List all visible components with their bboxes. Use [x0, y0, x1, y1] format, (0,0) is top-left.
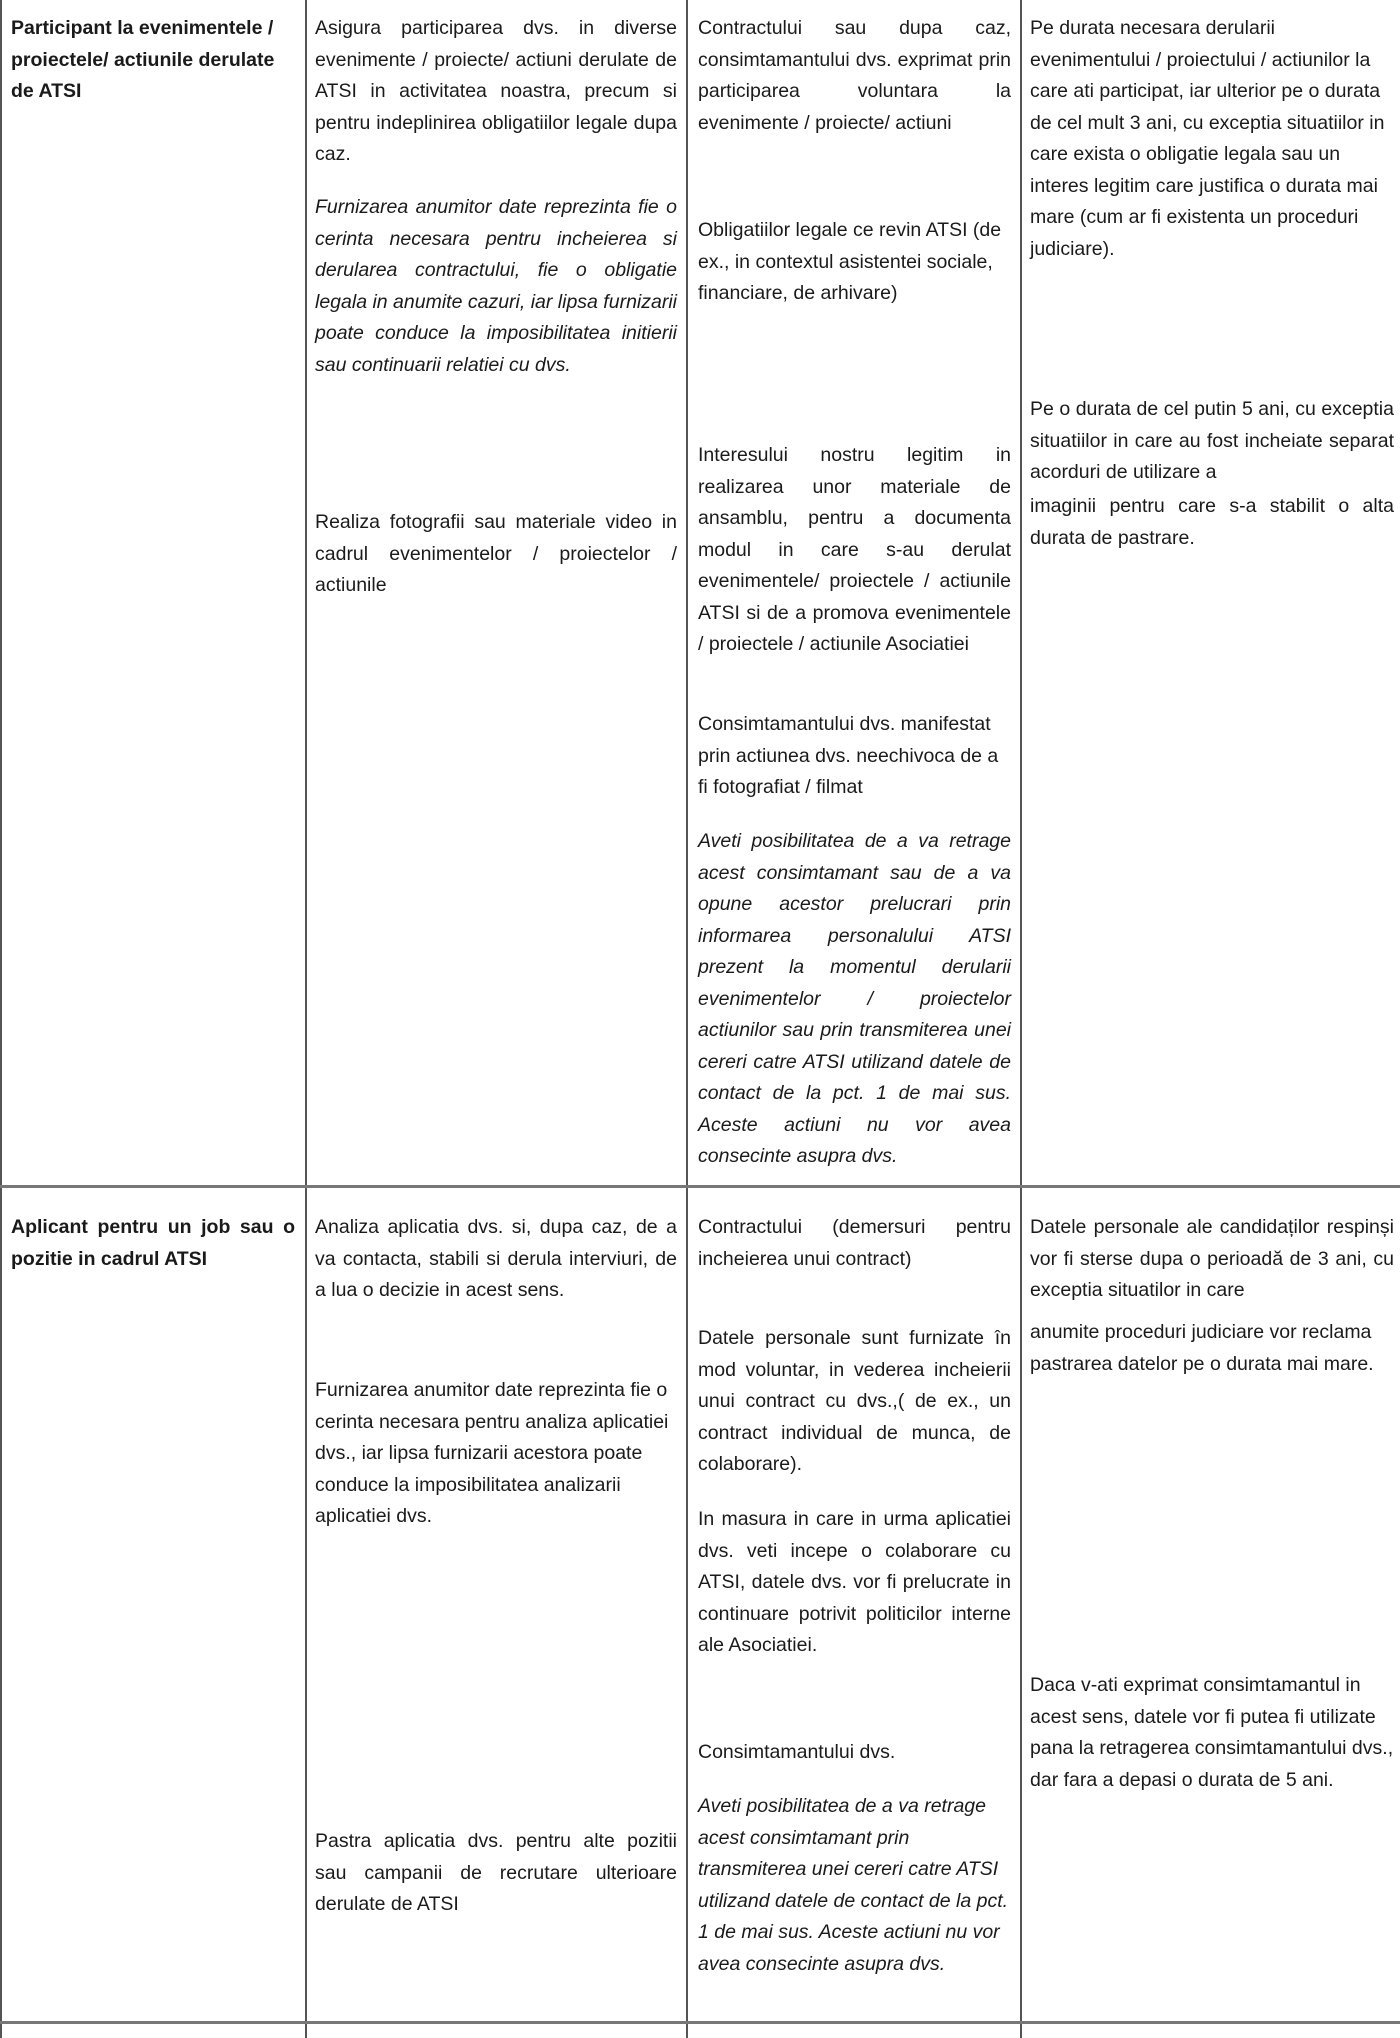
legal-basis-text: Consimtamantului dvs. — [698, 1741, 896, 1763]
purpose-note: Furnizarea anumitor date reprezinta fie o cerinta necesara pentru analiza aplicatiei dvs., iar lipsa furnizarii acestora poate conduce la imposibilitatea analizarii aplicatiei dvs. — [315, 1379, 669, 1527]
legal-basis-text: Consimtamantului dvs. manifestat prin actiunea dvs. neechivoca de a fi fotografiat / filmat — [698, 713, 999, 798]
table-border-left — [0, 0, 2, 2038]
column-divider — [305, 0, 307, 2038]
column-divider — [1020, 0, 1022, 2038]
legal-basis-note: Aveti posibilitatea de a va retrage acest consimtamant prin transmiterea unei cereri catre ATSI utilizand datele de contact de la pct. 1 de mai sus. Aceste actiuni nu vor avea consecinte asupra dvs. — [698, 1795, 1009, 1975]
retention-text: Pe durata necesara derularii evenimentului / proiectului / actiunilor la care ati participat, iar ulterior pe o durata de cel mult 3 ani, cu exceptia situatiilor in care exista o obligatie legala sau un interes legitim care justifica o durata mai mare (cum ar fi existenta un proceduri judiciare). — [1030, 17, 1385, 260]
retention-text: Datele personale ale candidaților respinși vor fi sterse dupa o perioadă de 3 ani, cu exceptia situatilor in care — [1030, 1216, 1394, 1301]
row-divider — [0, 2021, 1400, 2024]
retention-text: anumite proceduri judiciare vor reclama pastrarea datelor pe o durata mai mare. — [1030, 1321, 1374, 1375]
legal-basis-note: Aveti posibilitatea de a va retrage acest consimtamant sau de a va opune acestor prelucrari prin informarea personalului ATSI prezent la momentul derularii evenimentelor / proiectelor actiunilor sau prin transmiterea unei cereri catre ATSI utilizand datele de contact de la pct. 1 de mai sus. Aceste actiuni nu vor avea consecinte asupra dvs. — [698, 830, 1011, 1167]
purpose-note: Furnizarea anumitor date reprezinta fie o cerinta necesara pentru incheierea si derularea contractului, fie o obligatie legala in anumite cazuri, iar lipsa furnizarii poate conduce la imposibilitatea initierii sau continuarii relatiei cu dvs. — [315, 196, 677, 376]
retention-text: imaginii pentru care s-a stabilit o alta durata de pastrare. — [1030, 495, 1394, 549]
purpose-text: Analiza aplicatia dvs. si, dupa caz, de a va contacta, stabili si derula interviuri, de a lua o decizie in acest sens. — [315, 1216, 677, 1301]
purpose-text: Asigura participarea dvs. in diverse evenimente / proiecte/ actiuni derulate de ATSI in activitatea noastra, precum si pentru indeplinirea obligatiilor legale dupa caz. — [315, 17, 677, 165]
purpose-text: Pastra aplicatia dvs. pentru alte pozitii sau campanii de recrutare ulterioare derulate de ATSI — [315, 1830, 677, 1915]
retention-text: Daca v-ati exprimat consimtamantul in acest sens, datele vor fi putea fi utilizate pana la retragerea consimtamantului dvs., dar fara a depasi o durata de 5 ani. — [1030, 1674, 1394, 1791]
legal-basis-text: In masura in care in urma aplicatiei dvs. veti incepe o colaborare cu ATSI, datele dvs. vor fi prelucrate in continuare potrivit politicilor interne ale Asociatiei. — [698, 1508, 1011, 1656]
legal-basis-text: Obligatiilor legale ce revin ATSI (de ex., in contextul asistentei sociale, financiare, de arhivare) — [698, 219, 1002, 304]
legal-basis-text: Contractului (demersuri pentru incheierea unui contract) — [698, 1216, 1011, 1270]
row-divider — [0, 1185, 1400, 1188]
category-cell: Aplicant pentru un job sau o pozitie in cadrul ATSI — [11, 1216, 295, 1270]
retention-text: Pe o durata de cel putin 5 ani, cu exceptia situatiilor in care au fost incheiate separat acorduri de utilizare a — [1030, 398, 1394, 483]
legal-basis-text: Interesului nostru legitim in realizarea unor materiale de ansamblu, pentru a documenta modul in care s-au derulat evenimentele/ proiectele / actiunile ATSI si de a promova evenimentele / proiectele / actiunile Asociatiei — [698, 444, 1011, 655]
column-divider — [686, 0, 688, 2038]
legal-basis-text: Datele personale sunt furnizate în mod voluntar, in vederea incheierii unui contract cu dvs.,( de ex., un contract individual de munca, de colaborare). — [698, 1327, 1011, 1475]
legal-basis-text: Contractului sau dupa caz, consimtamantului dvs. exprimat prin participarea voluntara la evenimente / proiecte/ actiuni — [698, 17, 1011, 134]
category-cell: Participant la evenimentele / proiectele/ actiunile derulate de ATSI — [11, 17, 275, 102]
purpose-text: Realiza fotografii sau materiale video in cadrul evenimentelor / proiectelor / actiunile — [315, 511, 677, 596]
